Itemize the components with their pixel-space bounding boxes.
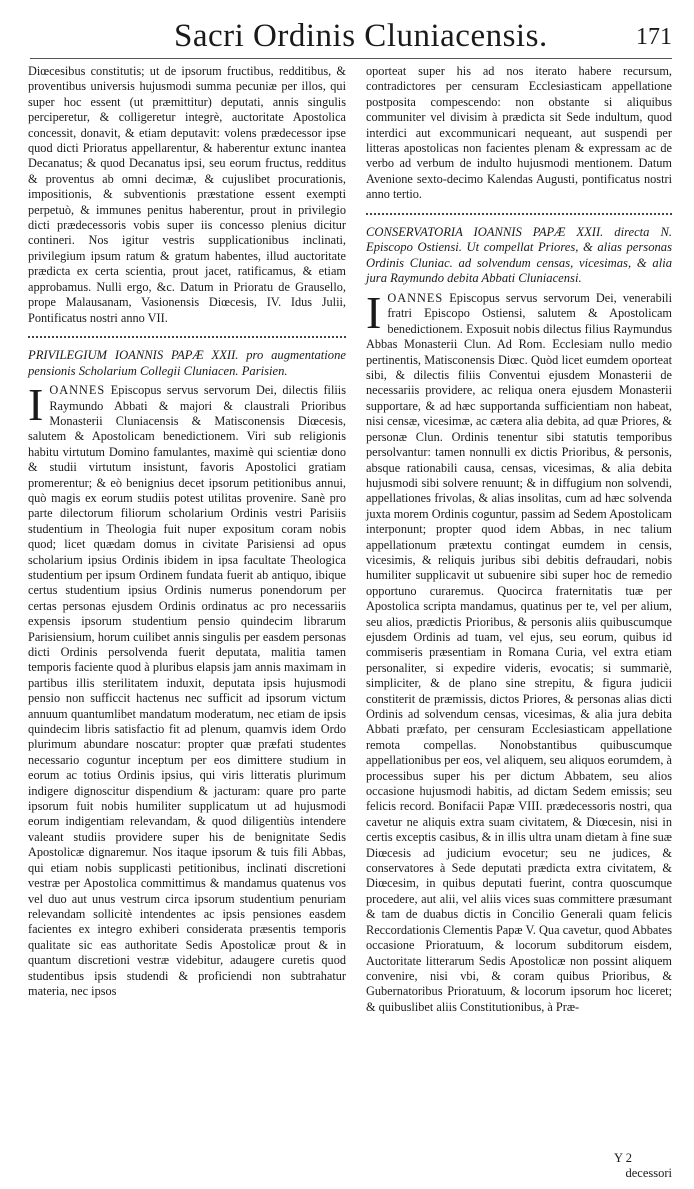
section-divider [366,213,672,221]
drop-cap: I [366,287,382,339]
right-section-body [366,287,672,1015]
left-intro-text: Diœcesibus constitutis; ut de ipsorum fructibus, redditibus, & proventibus universis hujusmodi summa pecuniæ per illos, qui super hoc essent (ut præmittitur) deputati, annis singulis perciperetur, & colligeretur integrè, auctoritate Apostolica concessit, donavit, & etiam deputavit: volens prædecessor ipse quod dicti Prioratus appellarentur, & haberentur extunc inantea Decanatus; & quod Decanatus ipsi, seu eorum fructus, redditus & proventus ab omni decimæ, & cujuslibet procurationis, impositionis, & subventionis præstatione essent exempti perpetuò, & immunes penitus haberentur, prout in privilegio dicti prædecessoris vobis super iis concesso plenius dicitur contineri. Nos igitur vestris supplicationibus inclinati, privilegium ipsum ratum & gratum habentes, illud auctoritate prædicta ex certa scientia, prout jacet, ratificamus, & etiam approbamus. Nulli ergo, &c. Datum in Prioratu de Grausello, prope Malausanam, Vasionensis Diœcesis, IV. Idus Julii, Pontificatus nostri anno VII. [28,64,346,325]
page-number: 171 [636,24,672,50]
right-intro-text: oporteat super his ad nos iterato habere recursum, contradictores per censuram Ecclesiasticam appellatione postposita compescendo: non obstante si aliquibus communiter vel divisim à prædicta sit Sede indultum, quod interdici aut excommunicari nequeant, aut suspendi per litteras apostolicas non facientes plenam & expressam ac de verbo ad verbum de indulto hujusmodi mentionem. Datum Avenione sexto-decimo Kalendas Augusti, pontificatus nostri anno tertio. [366,64,672,202]
header-rule [30,58,672,59]
drop-cap: I [28,379,44,431]
page-header [0,18,694,58]
catchword: decessori [625,1166,672,1180]
left-section-heading: PRIVILEGIUM IOANNIS PAPÆ XXII. pro augmentatione pensionis Scholarium Collegii Cluniacen. Parisien. [28,347,346,378]
page-footer [614,1151,672,1181]
first-word: OANNES [49,383,106,398]
right-column [366,64,672,1015]
body-text: Episcopus servus servorum Dei, venerabili fratri Episcopo Ostiensi, salutem & Apostolicam benedictionem. Exposuit nobis dilectus filius Raymundus Abbas Monasterii Clun. Ad Rom. Ecclesiam nullo medio pertinentis, Matisconensis Diœc. Quòd licet eumdem oporteat sibi, & dilectis filiis Conventui ejusdem Monasterii de necessariis providere, ac reliqua onera ejusdem Monasterii supportare, & ad hæc supportanda sufficientiam non habeat, nisi censæ, vicesimæ, ac cætera alia debita, ad quæ Priores, & personæ Clun. Ordinis tenentur sibi statutis temporibus persolvantur: tamen nonnulli ex dictis Prioribus, & personis, absque rationabili causa, censas, vicesimas, & alia debita hujusmodi sibi solvere renuunt; & in diffugium non solvendi, appellationes frivolas, & alias insolitas, cum ad hæc solvenda juxta morem Ordinis coguntur, passim ad Sedem Apostolicam interponunt; propter quod idem Abbas, in nec talium appellationum prætextu contingat eumdem in censis, vicesimis, & reliquis juribus sibi debitis defraudari, nobis humiliter supplicavit ut subuenire sibi super hoc de remedio opportuno curaremus. Quocirca fraternitatis tuæ per Apostolica scripta mandamus, quatinus per te, vel per alium, seu alios, prædictis Prioribus, & personis aliis quibuscumque ejusdem Ordinis ad tuam, vel ejus, seu eorum, quibus id commiseris præsentiam in Romana Curia, vel extra etiam personaliter, si expedire videris, evocatis; si summariè, simpliciter, & de plano sine strepitu, & figura judicii constiterit de præmissis, dictos Priores, & personas alias dicti Ordinis ad solvendum censas, vicesimas, & alia jura debita Abbati præfato, per censuram Ecclesiasticam appellatione remota compellas. Nonobstantibus quibuscumque appellationibus per eos, vel aliquem, seu aliquos eorumdem, à processibus super his per dictum Abbatem, seu alios occasione hujusmodi habitis, ad dictam Sedem emissis; seu felicis record. Bonifacii Papæ VIII. prædecessoris nostri, qua cavetur ne aliquis extra suam civitatem, & Diœcesin, nisi in certis exceptis casibus, & in illis ultra unam dietam à fine suæ Diœcesis ad judicium evocetur; seu ne judices, & conservatores à Sede deputati prædicta extra civitatem, & Diœcesim, in quibus deputati fuerint, contra quoscumque procedere, aut alii, vel aliis vices suas committere præsumant & tam de duabus dictis in Concilio Generali quam felicis Reccordationis Clementis Papæ V. Qua cavetur, quod Abbates occasione Prioratuum, & locorum subditorum eisdem, Auctoritate litterarum Sedis Apostolicæ non possint aliquem convenire, nisi vbi, & coram quibus Prioribus, & Gubernatoribus Prioratuum, & locorum ipsorum hoc liceret; & quibuslibet aliis Constitutionibus, à Præ- [366,291,672,1014]
right-section-heading: CONSERVATORIA IOANNIS PAPÆ XXII. directa N. Episcopo Ostiensi. Ut compellat Priores, & alias personas Ordinis Cluniac. ad solvendum censas, vicesimas, & alia jura Raymundo debita Abbati Cluniacensi. [366,224,672,286]
first-word: OANNES [387,291,444,306]
running-title: Sacri Ordinis Cluniacensis. [174,18,548,54]
left-section-body [28,379,346,999]
signature-mark: Y 2 [614,1151,632,1165]
section-divider [28,336,346,344]
body-text: Episcopus servus servorum Dei, dilectis filiis Raymundo Abbati & majori & claustrali Prioribus Monasterii Cluniacensis & Matisconensis Diœcesis, salutem & Apostolicam benedictionem. Viri sub religionis habitu virtutum Domino famulantes, maximè qui scientiæ dono & studii virtutum insistunt, favoris Apostolici gratiam promerentur; & eò benignius decet ipsorum petitionibus annui, quò magis ex eorum studiis potest utilitas provenire. Sanè pro parte dilectorum filiorum scholarium Ordinis vestri Parisiis studentium in Theologia fuit nuper expositum coram nobis quod; licet quædam domus in civitate Parisiensi ad opus scholarium ipsius Ordinis ibidem in ipsa facultate Theologica studentium per ipsum Ordinem fundata fuerit ab antiquo, ibique certus studentium ipsius Ordinis numerus ponendorum per certas personas ejusdem Ordinis ordinatus ac pro necessariis expensis ipsorum studentium pensio quindecim librarum Parisiensium, horum cuilibet annis singulis per easdem personas dicti Ordinis persolvenda fuerit deputata, malitia tamen temporis faciente quod à pluribus elapsis jam annis maximam in partibus illis sterilitatem induxit, deputata ipsis hujusmodi pensio non sufficcit hactenus nec sufficit ad ipsorum victum annuum quantumlibet mandatum moderatum, nec etiam de ipsis quindecim libris satisfactio fit ad plenum, quamvis idem Ordo plurimum abundare noscatur: propter quæ præfati studentes necessario coguntur inceptum per eos dimittere studium in eorum ac totius Ordinis ipsius, qui viris litteratis plurimum indigere dignoscitur dispendium & jacturam: quare pro parte ipsorum fuit nobis humiliter supplicatum ut ad hujusmodi eorum indigentiam relevandam, & quod diligentiùs intendere valeant studiis providere super his de benignitate Sedis Apostolicæ dignaremur. Nos itaque ipsorum & tuis fili Abbas, qui etiam nobis supplicasti petitionibus, inclinati discretioni vestræ per Apostolica committimus & mandamus quatenus vos vel duo aut unus vestrum circa ipsorum studentium penuriam relevandam sollicitè intendentes ac ipsis pensiones easdem facientes ex integro exhiberi considerata præsentis temporis qualitate sic eas authoritate Sedis Apostolicæ prout & in quantum discretioni vestræ videbitur, adaugere curetis quod studentibus ipsis studendi & proficiendi non subtrahatur materia, nec ipsos [28,383,346,998]
left-column [28,64,346,999]
